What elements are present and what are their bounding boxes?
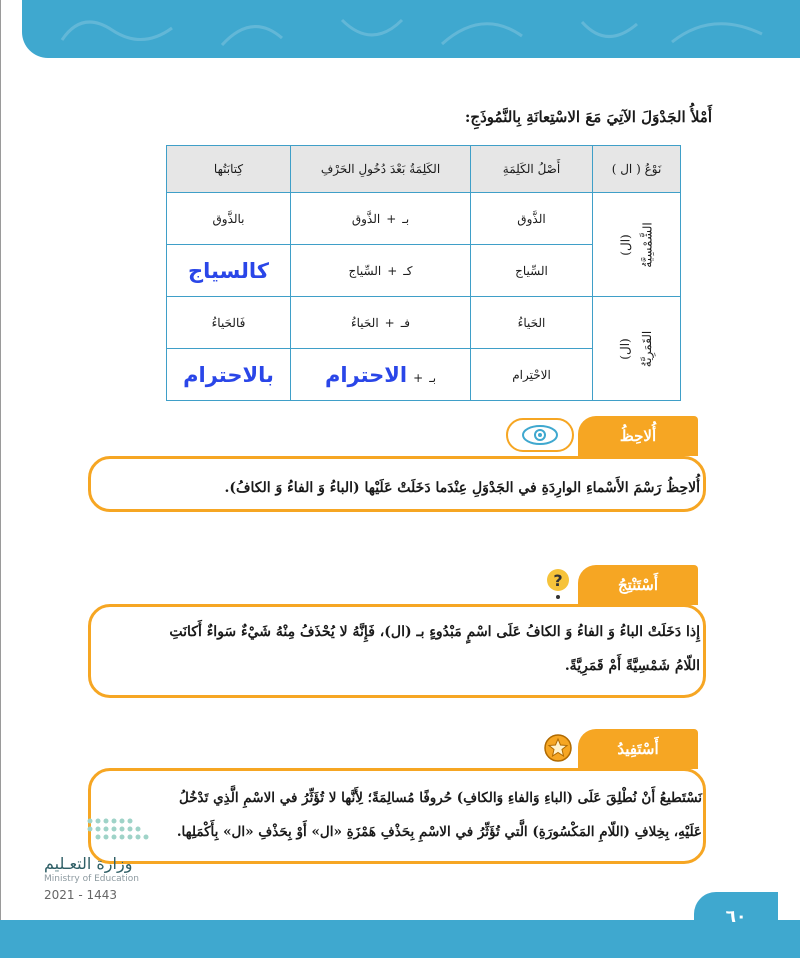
conclude-line-1: إِذا دَخَلَتْ الباءُ وَ الفاءُ وَ الكافُ عَلَى اسْمٍ مَبْدُوءٍ بـ (ال)، فَإِنَّهُ لا يُحْذَفُ مِنْهُ شَيْءٌ سَواءٌ أَكانَتِ: [169, 624, 700, 640]
base-word: السِّياج: [348, 263, 382, 278]
eye-icon: [506, 418, 574, 452]
benefit-frame: [88, 768, 706, 864]
plus-sign: +: [386, 211, 397, 226]
prefix-letter: كـ: [403, 263, 413, 278]
after-cell: [291, 193, 471, 245]
page-number: ٦٠: [694, 892, 778, 942]
prefix-letter: بـ: [429, 370, 437, 385]
table-header-row: [167, 146, 681, 193]
plus-sign: +: [384, 315, 395, 330]
ministry-name-en: Ministry of Education: [44, 874, 139, 884]
written-cell-answer: [167, 245, 291, 297]
header-type: نَوْعُ ( ال ): [593, 146, 681, 193]
ministry-name-ar: وزارة التعـليم: [44, 854, 133, 873]
header-origin: أَصْلُ الكَلِمَةِ: [471, 146, 593, 193]
origin-cell: الحَياءُ: [471, 297, 593, 349]
bottom-band: [0, 920, 800, 958]
written-cell: فَالحَياءُ: [167, 297, 291, 349]
base-word: الذَّوق: [351, 211, 381, 226]
logo-dots-icon: [85, 816, 163, 846]
banner-pattern: [22, 0, 800, 58]
observe-text: أُلاحِظُ رَسْمَ الأَسْماءِ الوارِدَةِ في الجَدْوَلِ عِنْدَما دَخَلَتْ عَلَيْها (الباءُ وَ الفاءُ وَ الكافُ).: [224, 480, 700, 496]
written-cell-answer: [167, 349, 291, 401]
question-mark-icon: [542, 568, 574, 600]
origin-cell: الذَّوق: [471, 193, 593, 245]
benefit-line-2: عَلَيْهِ، بِخِلافِ (اللّامِ المَكْسُورَةِ) الَّتي تُؤَثِّرُ في الاسْمِ بِحَذْفِ هَمْزَةِ «ال» أَوْ بِحَذْفِ «ال» بِأَكْمَلِها.: [176, 824, 702, 840]
svg-text:?: ?: [553, 571, 563, 590]
handwritten-answer: بالاحترام: [183, 362, 274, 387]
header-written: كِتابَتُها: [167, 146, 291, 193]
benefit-tab: أَسْتَفِيدُ: [578, 729, 698, 769]
plus-sign: +: [387, 263, 398, 278]
origin-cell: السِّياج: [471, 245, 593, 297]
type-al-label: (ال): [618, 233, 633, 256]
type-qamariya-cell: [593, 297, 681, 401]
exercise-heading: أَمْلأُ الجَدْوَلَ الآتِيَ مَعَ الاسْتِعانَةِ بِالنَّمُوذَجِ:: [464, 108, 712, 126]
badge-icon: [542, 732, 574, 764]
crop-line-left: [0, 0, 1, 958]
conclude-line-2: اللّامُ شَمْسِيَّةً أَمْ قَمَرِيَّةً.: [564, 658, 700, 674]
prefix-letter: بـ: [402, 211, 410, 226]
origin-cell: الاحْتِرام: [471, 349, 593, 401]
plus-sign: +: [413, 370, 424, 385]
benefit-line-1: نَسْتَطيعُ أَنْ نُطْلِقَ عَلَى (الباءِ وَالفاءِ وَالكافِ) حُروفًا مُسالِمَةً؛ لِأَنَّها لا تُؤَثِّرُ في الاسْمِ الَّذِي تَدْخُلُ: [178, 790, 702, 806]
header-after: الكَلِمَةُ بَعْدَ دُخُولِ الحَرْفِ: [291, 146, 471, 193]
top-banner: [22, 0, 800, 58]
type-al-label: (ال): [618, 337, 633, 360]
exercise-table: [166, 145, 681, 401]
table-row: [167, 297, 681, 349]
type-name-label: الشَّمْسِيَّةُ: [640, 221, 655, 268]
ministry-year: 2021 - 1443: [44, 888, 118, 902]
handwritten-answer: كالسياج: [188, 258, 269, 283]
after-cell: [291, 349, 471, 401]
table-row: [167, 193, 681, 245]
base-word: الحَياءُ: [351, 315, 379, 330]
handwritten-base-word: الاحترام: [324, 362, 408, 387]
observe-tab: أُلاحِظُ: [578, 416, 698, 456]
type-name-label: القَمَرِيَّةُ: [640, 330, 655, 367]
prefix-letter: فـ: [400, 315, 410, 330]
conclude-tab: أَسْتَنْتِجُ: [578, 565, 698, 605]
written-cell: بالذَّوق: [167, 193, 291, 245]
after-cell: [291, 297, 471, 349]
after-cell: [291, 245, 471, 297]
type-shamsiya-cell: [593, 193, 681, 297]
